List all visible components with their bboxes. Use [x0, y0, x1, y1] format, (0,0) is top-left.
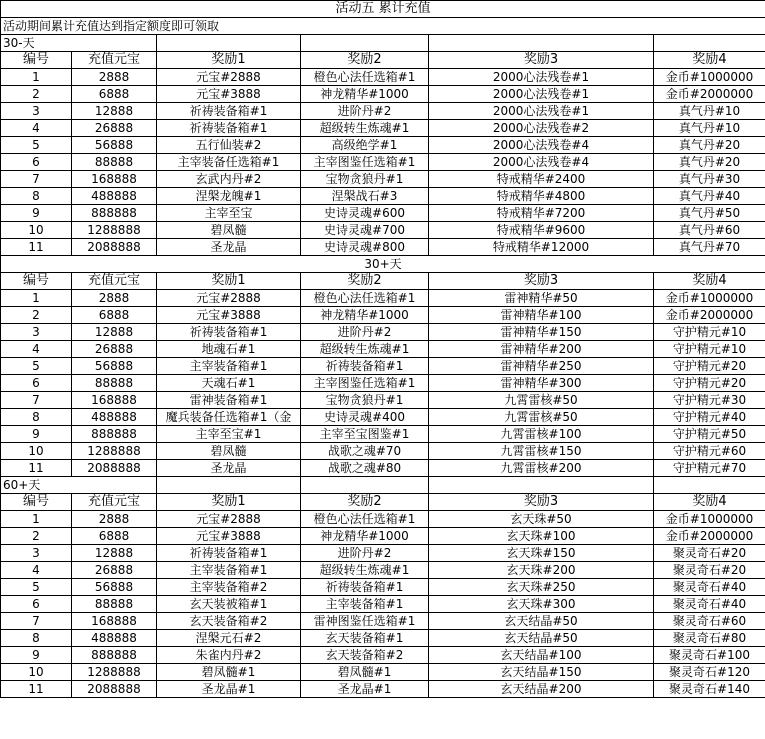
- table-cell: 元宝#3888: [157, 86, 301, 103]
- table-cell: 888888: [72, 647, 157, 664]
- table-cell: 真气丹#30: [654, 171, 765, 188]
- table-cell: 11: [1, 460, 72, 477]
- table-cell: 特戒精华#12000: [429, 239, 654, 256]
- table-cell: 6888: [72, 86, 157, 103]
- table-cell: 2000心法残卷#4: [429, 154, 654, 171]
- table-cell: 8: [1, 409, 72, 426]
- table-cell: 聚灵奇石#20: [654, 545, 765, 562]
- table-row: [1, 681, 765, 698]
- table-cell: 玄天装备箱#2: [301, 647, 429, 664]
- table-row: [1, 562, 765, 579]
- table-cell: 真气丹#10: [654, 120, 765, 137]
- table-cell: 天魂石#1: [157, 375, 301, 392]
- table-cell: 3: [1, 324, 72, 341]
- table-cell: 888888: [72, 426, 157, 443]
- table-cell: 真气丹#40: [654, 188, 765, 205]
- table-cell: 神龙精华#1000: [301, 307, 429, 324]
- table-cell: 9: [1, 647, 72, 664]
- table-cell: 祈祷装备箱#1: [157, 545, 301, 562]
- table-cell: 8: [1, 188, 72, 205]
- table-cell: 雷神精华#250: [429, 358, 654, 375]
- table-cell: 碧凤髓: [157, 443, 301, 460]
- table-cell: 2000心法残卷#1: [429, 103, 654, 120]
- column-header: 奖励1: [157, 273, 301, 290]
- table-cell: 6888: [72, 528, 157, 545]
- table-cell: 祈祷装备箱#1: [157, 103, 301, 120]
- table-cell: 超级转生炼魂#1: [301, 341, 429, 358]
- table-cell: 88888: [72, 154, 157, 171]
- table-cell: 12888: [72, 324, 157, 341]
- table-cell: 进阶丹#2: [301, 324, 429, 341]
- column-header: 奖励2: [301, 273, 429, 290]
- table-cell: 特戒精华#2400: [429, 171, 654, 188]
- table-cell: 11: [1, 681, 72, 698]
- table-cell: 金币#2000000: [654, 307, 765, 324]
- table-cell: 九霄雷核#200: [429, 460, 654, 477]
- table-row: [1, 426, 765, 443]
- table-row: [1, 528, 765, 545]
- table-cell: 主宰装备箱#2: [157, 579, 301, 596]
- table-cell: 主宰至宝#1: [157, 426, 301, 443]
- table-cell: 2888: [72, 69, 157, 86]
- table-cell: 守护精元#20: [654, 358, 765, 375]
- table-cell: 玄天结晶#200: [429, 681, 654, 698]
- table-cell: 5: [1, 579, 72, 596]
- table-cell: 雷神精华#150: [429, 324, 654, 341]
- table-cell: 圣龙晶#1: [301, 681, 429, 698]
- table-cell: 2000心法残卷#1: [429, 69, 654, 86]
- column-header: 充值元宝: [72, 52, 157, 69]
- table-cell: 4: [1, 120, 72, 137]
- table-cell: 3: [1, 103, 72, 120]
- table-cell: 1: [1, 511, 72, 528]
- table-row: [1, 443, 765, 460]
- table-cell: 祈祷装备箱#1: [157, 120, 301, 137]
- table-row: [1, 596, 765, 613]
- table-cell: 史诗灵魂#400: [301, 409, 429, 426]
- table-cell: 玄天珠#100: [429, 528, 654, 545]
- column-header: 奖励1: [157, 52, 301, 69]
- table-cell: 7: [1, 171, 72, 188]
- table-cell: 五行仙装#2: [157, 137, 301, 154]
- table-cell: 1: [1, 290, 72, 307]
- column-header: 编号: [1, 494, 72, 511]
- subtitle-row: [1, 18, 765, 35]
- table-cell: 雷神精华#50: [429, 290, 654, 307]
- table-cell: 6: [1, 596, 72, 613]
- table-cell: 26888: [72, 341, 157, 358]
- table-cell: 主宰至宝: [157, 205, 301, 222]
- table-cell: 元宝#3888: [157, 528, 301, 545]
- column-header: 编号: [1, 273, 72, 290]
- table-row: [1, 409, 765, 426]
- table-cell: 1288888: [72, 222, 157, 239]
- table-cell: 守护精元#70: [654, 460, 765, 477]
- table-cell: 2000心法残卷#4: [429, 137, 654, 154]
- table-cell: 战歌之魂#80: [301, 460, 429, 477]
- column-header: 编号: [1, 52, 72, 69]
- table-cell: 超级转生炼魂#1: [301, 562, 429, 579]
- table-cell: 橙色心法任选箱#1: [301, 511, 429, 528]
- table-row: [1, 460, 765, 477]
- table-cell: 7: [1, 613, 72, 630]
- table-cell: 888888: [72, 205, 157, 222]
- table-cell: 2888: [72, 511, 157, 528]
- table-cell: 主宰装备箱#1: [301, 596, 429, 613]
- table-cell: 特戒精华#7200: [429, 205, 654, 222]
- table-cell: 战歌之魂#70: [301, 443, 429, 460]
- section-label: 30-天: [1, 35, 157, 52]
- table-cell: 9: [1, 426, 72, 443]
- table-cell: 玄天结晶#50: [429, 613, 654, 630]
- table-cell: 488888: [72, 188, 157, 205]
- table-cell: 56888: [72, 579, 157, 596]
- table-row: [1, 358, 765, 375]
- table-cell: 2088888: [72, 460, 157, 477]
- section-label: 30+天: [1, 256, 765, 273]
- header-row: [1, 273, 765, 290]
- table-cell: 神龙精华#1000: [301, 528, 429, 545]
- table-cell: 2088888: [72, 239, 157, 256]
- table-cell: 高级绝学#1: [301, 137, 429, 154]
- table-cell: 8: [1, 630, 72, 647]
- table-cell: 金币#2000000: [654, 528, 765, 545]
- table-cell: 聚灵奇石#100: [654, 647, 765, 664]
- table-row: [1, 188, 765, 205]
- table-cell: 九霄雷核#50: [429, 392, 654, 409]
- header-row: [1, 52, 765, 69]
- table-cell: 玄天珠#250: [429, 579, 654, 596]
- table-cell: 聚灵奇石#60: [654, 613, 765, 630]
- header-row: [1, 494, 765, 511]
- table-cell: 守护精元#30: [654, 392, 765, 409]
- table-cell: 主宰装备任选箱#1: [157, 154, 301, 171]
- table-cell: 玄天结晶#150: [429, 664, 654, 681]
- table-cell: 神龙精华#1000: [301, 86, 429, 103]
- table-cell: 真气丹#50: [654, 205, 765, 222]
- table-cell: 元宝#2888: [157, 69, 301, 86]
- table-cell: 真气丹#10: [654, 103, 765, 120]
- table-cell: 碧凤髓: [157, 222, 301, 239]
- table-cell: 守护精元#20: [654, 375, 765, 392]
- column-header: 充值元宝: [72, 273, 157, 290]
- table-cell: 宝物贪狼丹#1: [301, 171, 429, 188]
- table-cell: 1288888: [72, 664, 157, 681]
- table-cell: 玄天珠#150: [429, 545, 654, 562]
- table-cell: 玄天珠#300: [429, 596, 654, 613]
- sheet-subtitle: 活动期间累计充值达到指定额度即可领取: [1, 18, 765, 35]
- table-cell: 元宝#3888: [157, 307, 301, 324]
- table-cell: 2: [1, 86, 72, 103]
- table-cell: 金币#1000000: [654, 290, 765, 307]
- table-row: [1, 613, 765, 630]
- table-cell: 祈祷装备箱#1: [157, 324, 301, 341]
- table-cell: 玄天结晶#50: [429, 630, 654, 647]
- table-row: [1, 120, 765, 137]
- table-cell: 雷神图鉴任选箱#1: [301, 613, 429, 630]
- table-cell: 主宰至宝图鉴#1: [301, 426, 429, 443]
- table-cell: 史诗灵魂#600: [301, 205, 429, 222]
- table-cell: 聚灵奇石#40: [654, 596, 765, 613]
- table-cell: 6: [1, 154, 72, 171]
- table-cell: 主宰装备箱#1: [157, 562, 301, 579]
- table-cell: 玄天装备箱#1: [301, 630, 429, 647]
- column-header: 奖励3: [429, 52, 654, 69]
- table-row: [1, 69, 765, 86]
- table-cell: 5: [1, 137, 72, 154]
- table-cell: 祈祷装备箱#1: [301, 358, 429, 375]
- table-cell: 宝物贪狼丹#1: [301, 392, 429, 409]
- table-row: [1, 647, 765, 664]
- table-cell: 圣龙晶#1: [157, 681, 301, 698]
- table-row: [1, 392, 765, 409]
- table-cell: 玄天珠#50: [429, 511, 654, 528]
- table-cell: 聚灵奇石#120: [654, 664, 765, 681]
- table-cell: 元宝#2888: [157, 511, 301, 528]
- table-cell: 168888: [72, 613, 157, 630]
- table-cell: 真气丹#70: [654, 239, 765, 256]
- table-cell: 元宝#2888: [157, 290, 301, 307]
- table-cell: 1288888: [72, 443, 157, 460]
- table-cell: 聚灵奇石#140: [654, 681, 765, 698]
- table-row: [1, 239, 765, 256]
- section-label-row: [1, 35, 765, 52]
- table-cell: 真气丹#20: [654, 137, 765, 154]
- column-header: 充值元宝: [72, 494, 157, 511]
- table-cell: 11: [1, 239, 72, 256]
- column-header: 奖励4: [654, 494, 765, 511]
- table-cell: 守护精元#60: [654, 443, 765, 460]
- table-cell: 10: [1, 443, 72, 460]
- empty-cell: [301, 477, 429, 494]
- table-cell: 超级转生炼魂#1: [301, 120, 429, 137]
- table-cell: 九霄雷核#150: [429, 443, 654, 460]
- table-cell: 守护精元#10: [654, 324, 765, 341]
- table-cell: 涅槃战石#3: [301, 188, 429, 205]
- table-cell: 涅槃龙魄#1: [157, 188, 301, 205]
- table-cell: 玄天结晶#100: [429, 647, 654, 664]
- table-cell: 守护精元#50: [654, 426, 765, 443]
- table-cell: 真气丹#60: [654, 222, 765, 239]
- table-cell: 12888: [72, 545, 157, 562]
- column-header: 奖励4: [654, 52, 765, 69]
- table-cell: 九霄雷核#100: [429, 426, 654, 443]
- table-cell: 主宰图鉴任选箱#1: [301, 154, 429, 171]
- empty-cell: [654, 35, 765, 52]
- empty-cell: [157, 477, 301, 494]
- table-cell: 88888: [72, 375, 157, 392]
- table-cell: 史诗灵魂#800: [301, 239, 429, 256]
- section-label-row: [1, 256, 765, 273]
- table-cell: 守护精元#40: [654, 409, 765, 426]
- empty-cell: [429, 477, 654, 494]
- table-cell: 2888: [72, 290, 157, 307]
- table-cell: 3: [1, 545, 72, 562]
- table-cell: 雷神精华#200: [429, 341, 654, 358]
- table-cell: 史诗灵魂#700: [301, 222, 429, 239]
- table-cell: 守护精元#10: [654, 341, 765, 358]
- table-cell: 26888: [72, 120, 157, 137]
- table-cell: 6888: [72, 307, 157, 324]
- table-row: [1, 307, 765, 324]
- table-cell: 魔兵装备任选箱#1（金: [157, 409, 301, 426]
- table-cell: 朱雀内丹#2: [157, 647, 301, 664]
- table-cell: 玄天装被箱#1: [157, 596, 301, 613]
- table-cell: 1: [1, 69, 72, 86]
- table-cell: 88888: [72, 596, 157, 613]
- table-cell: 进阶丹#2: [301, 103, 429, 120]
- table-cell: 聚灵奇石#40: [654, 579, 765, 596]
- table-row: [1, 324, 765, 341]
- table-cell: 56888: [72, 137, 157, 154]
- table-cell: 10: [1, 222, 72, 239]
- table-row: [1, 545, 765, 562]
- column-header: 奖励1: [157, 494, 301, 511]
- table-row: [1, 375, 765, 392]
- table-cell: 橙色心法任选箱#1: [301, 290, 429, 307]
- section-label: 60+天: [1, 477, 157, 494]
- table-cell: 12888: [72, 103, 157, 120]
- section-label-row: [1, 477, 765, 494]
- table-cell: 4: [1, 341, 72, 358]
- table-row: [1, 154, 765, 171]
- table-cell: 涅槃元石#2: [157, 630, 301, 647]
- table-cell: 2000心法残卷#1: [429, 86, 654, 103]
- empty-cell: [429, 35, 654, 52]
- table-cell: 真气丹#20: [654, 154, 765, 171]
- table-row: [1, 664, 765, 681]
- table-row: [1, 630, 765, 647]
- title-row: [1, 1, 765, 18]
- table-cell: 7: [1, 392, 72, 409]
- table-cell: 雷神精华#300: [429, 375, 654, 392]
- table-cell: 主宰装备箱#1: [157, 358, 301, 375]
- table-cell: 10: [1, 664, 72, 681]
- table-row: [1, 205, 765, 222]
- column-header: 奖励2: [301, 494, 429, 511]
- table-row: [1, 579, 765, 596]
- table-cell: 金币#1000000: [654, 69, 765, 86]
- table-cell: 圣龙晶: [157, 239, 301, 256]
- table-cell: 168888: [72, 171, 157, 188]
- table-cell: 聚灵奇石#80: [654, 630, 765, 647]
- table-cell: 地魂石#1: [157, 341, 301, 358]
- table-cell: 特戒精华#4800: [429, 188, 654, 205]
- table-cell: 6: [1, 375, 72, 392]
- table-cell: 玄天装备箱#2: [157, 613, 301, 630]
- table-cell: 56888: [72, 358, 157, 375]
- table-cell: 祈祷装备箱#1: [301, 579, 429, 596]
- table-row: [1, 341, 765, 358]
- table-cell: 圣龙晶: [157, 460, 301, 477]
- table-cell: 2: [1, 528, 72, 545]
- table-cell: 4: [1, 562, 72, 579]
- table-cell: 488888: [72, 409, 157, 426]
- empty-cell: [654, 477, 765, 494]
- table-row: [1, 222, 765, 239]
- table-cell: 488888: [72, 630, 157, 647]
- table-row: [1, 103, 765, 120]
- column-header: 奖励3: [429, 494, 654, 511]
- column-header: 奖励3: [429, 273, 654, 290]
- table-cell: 2000心法残卷#2: [429, 120, 654, 137]
- table-cell: 2088888: [72, 681, 157, 698]
- table-cell: 玄武内丹#2: [157, 171, 301, 188]
- table-row: [1, 171, 765, 188]
- table-row: [1, 137, 765, 154]
- sheet-title: 活动五 累计充值: [1, 1, 765, 18]
- table-cell: 橙色心法任选箱#1: [301, 69, 429, 86]
- table-cell: 雷神装备箱#1: [157, 392, 301, 409]
- empty-cell: [157, 35, 301, 52]
- table-row: [1, 511, 765, 528]
- table-cell: 碧凤髓#1: [301, 664, 429, 681]
- table-row: [1, 290, 765, 307]
- table-cell: 金币#1000000: [654, 511, 765, 528]
- column-header: 奖励4: [654, 273, 765, 290]
- table-cell: 玄天珠#200: [429, 562, 654, 579]
- empty-cell: [301, 35, 429, 52]
- table-cell: 9: [1, 205, 72, 222]
- table-cell: 主宰图鉴任选箱#1: [301, 375, 429, 392]
- table-cell: 金币#2000000: [654, 86, 765, 103]
- table-cell: 2: [1, 307, 72, 324]
- table-cell: 九霄雷核#50: [429, 409, 654, 426]
- table-cell: 碧凤髓#1: [157, 664, 301, 681]
- table-cell: 168888: [72, 392, 157, 409]
- table-cell: 特戒精华#9600: [429, 222, 654, 239]
- table-cell: 聚灵奇石#20: [654, 562, 765, 579]
- table-cell: 雷神精华#100: [429, 307, 654, 324]
- table-row: [1, 86, 765, 103]
- table-cell: 26888: [72, 562, 157, 579]
- table-cell: 进阶丹#2: [301, 545, 429, 562]
- column-header: 奖励2: [301, 52, 429, 69]
- table-cell: 5: [1, 358, 72, 375]
